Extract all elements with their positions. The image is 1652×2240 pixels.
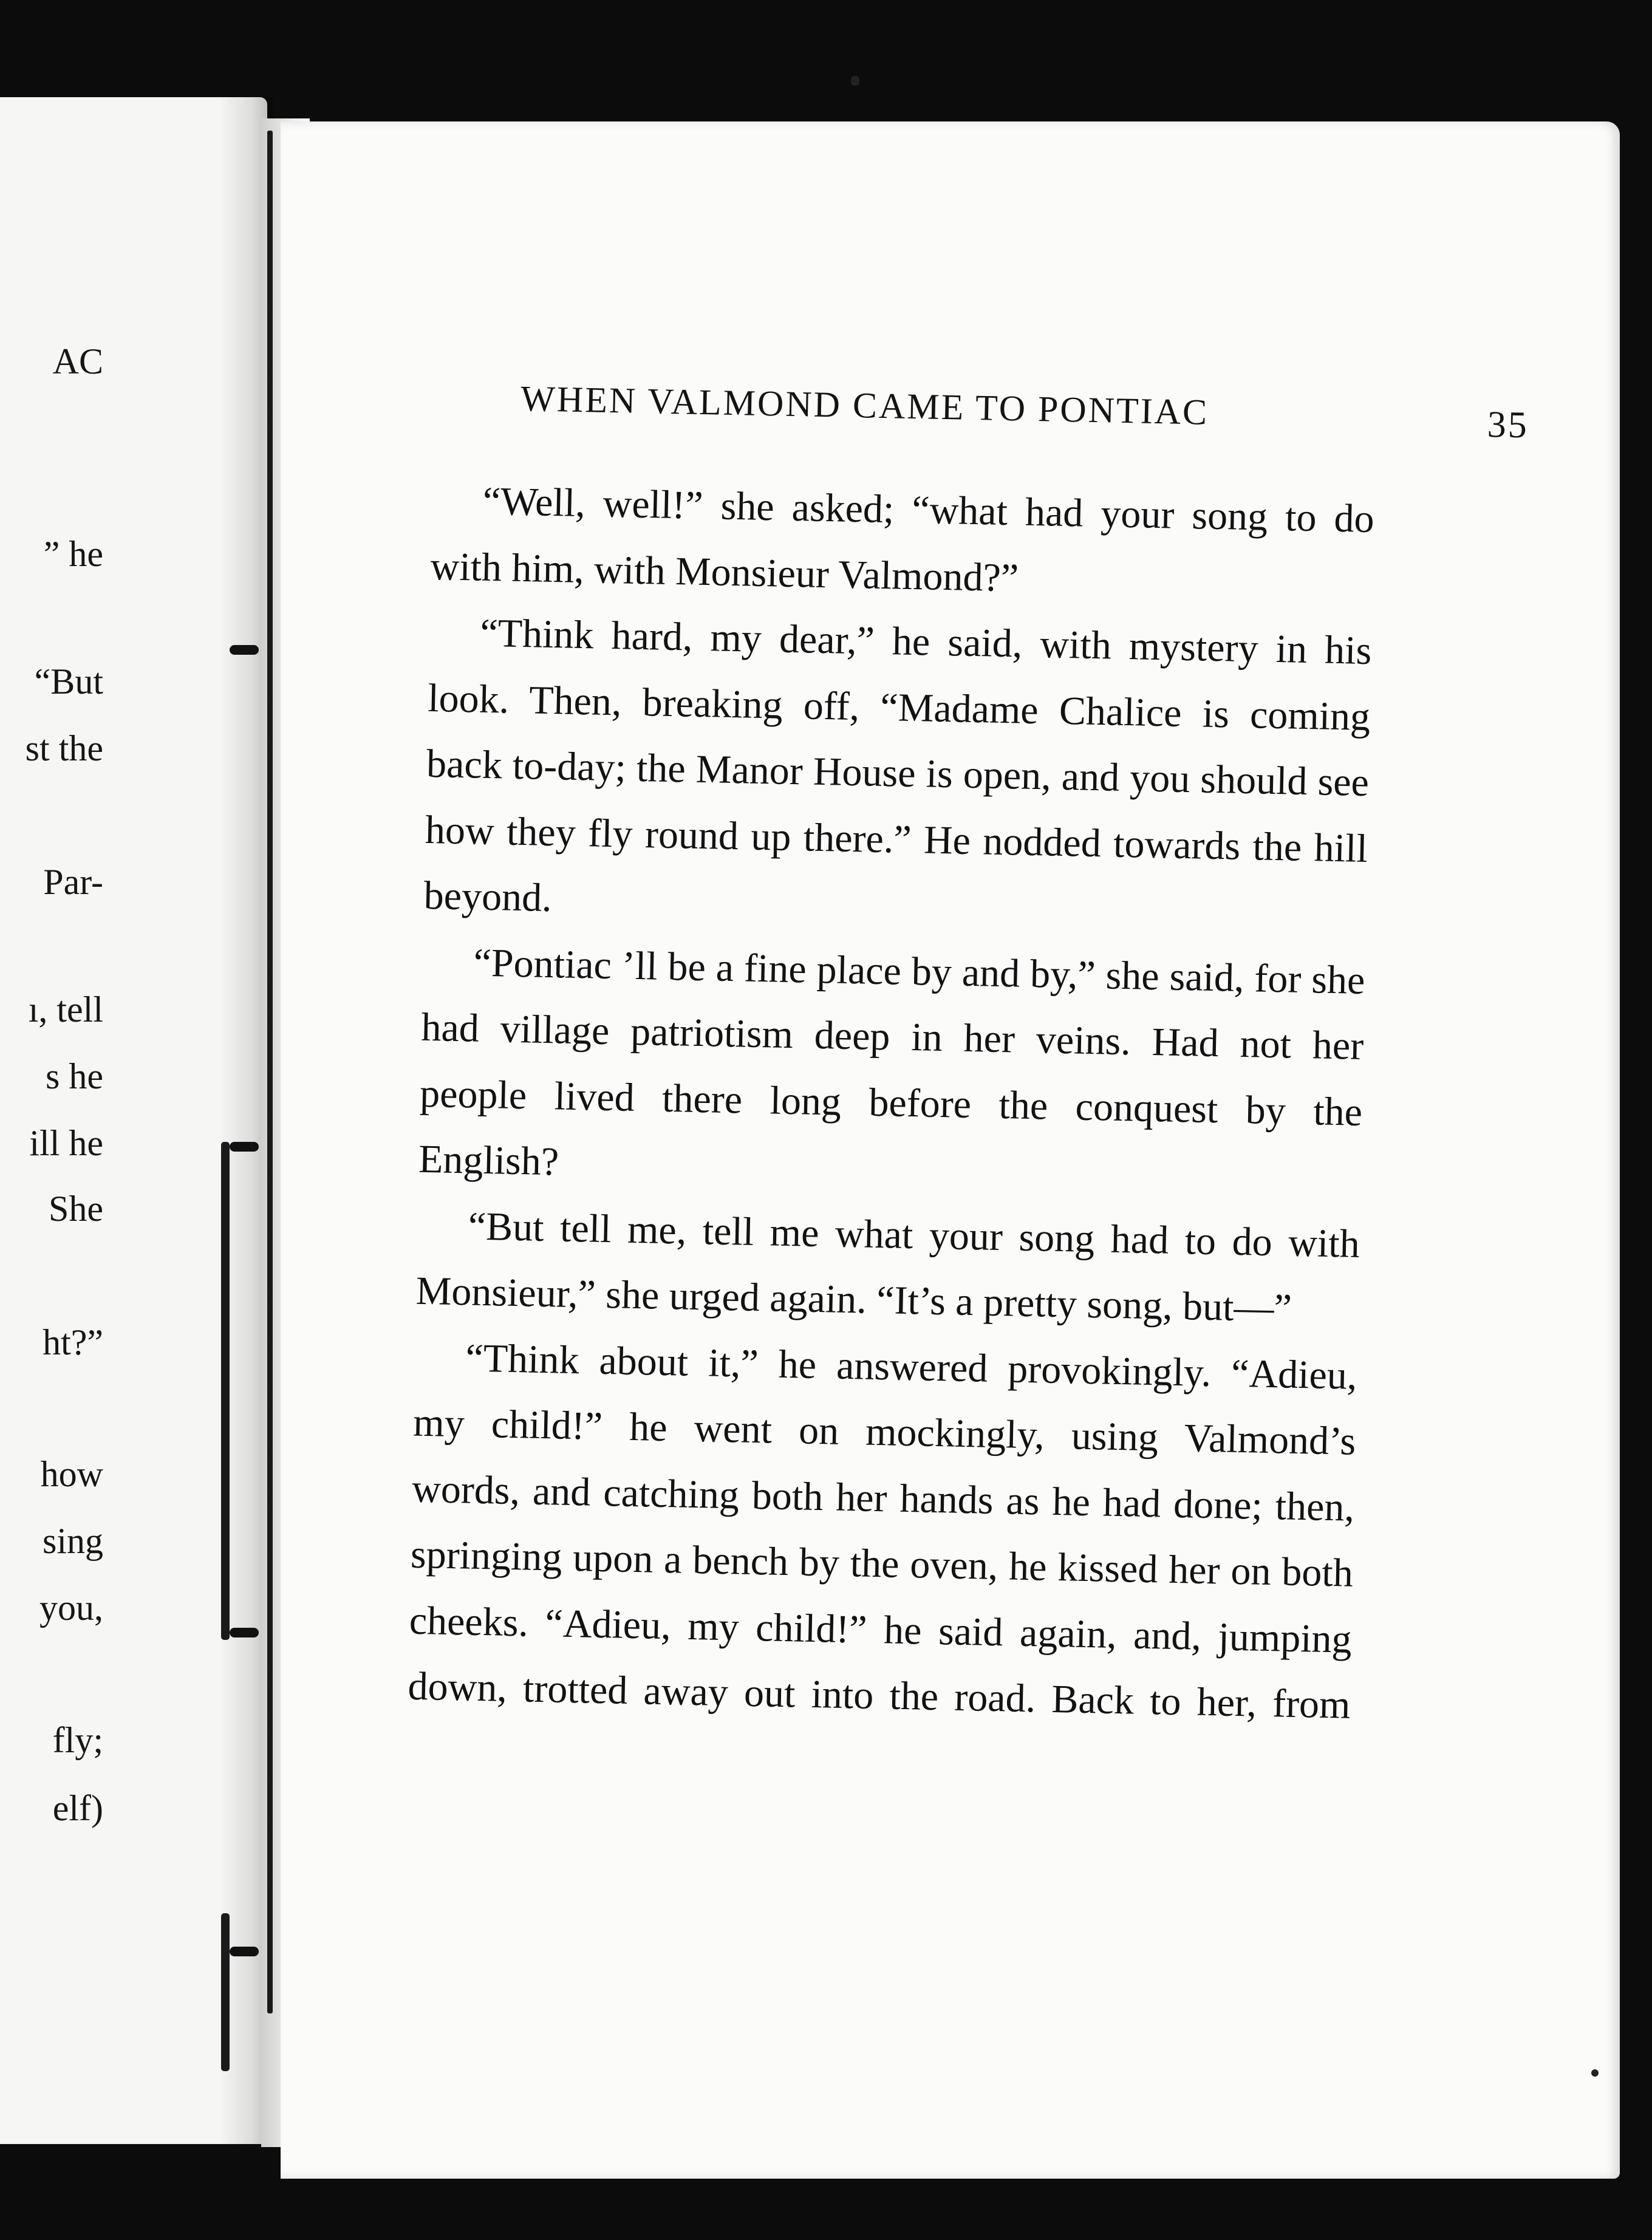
facing-page-fragment: ht?” [43, 1322, 103, 1362]
facing-page-fragment: AC [52, 341, 103, 381]
scan-speck [851, 76, 859, 86]
paragraph: “Think about it,” he answered provokingly. “Adieu, my child!” he went on mockingly, using Valmond’s words, and catching both her hands as he had done; then, springing upon a bench by the oven, he kissed her on both cheeks. “Adieu, my child!” he said again, and, jumping down, trotted away out into the road. Back to her, from [407, 1335, 1358, 1727]
binding-stitch [230, 1947, 259, 1956]
page-number: 35 [1487, 403, 1529, 446]
facing-page-fragment: She [49, 1189, 103, 1229]
facing-page-fragment: s he [46, 1056, 103, 1096]
facing-page-fragment: Par- [43, 862, 103, 902]
binding-stitch [230, 1142, 259, 1152]
binding-shadow [221, 1142, 230, 1640]
facing-page-fragment: elf) [52, 1788, 103, 1828]
binding-edge [267, 131, 273, 2013]
facing-page-fragment: sing [42, 1521, 103, 1561]
binding-stitch [230, 1628, 259, 1637]
facing-page-fragment: how [40, 1454, 103, 1494]
page-body [408, 468, 1375, 1738]
facing-page-fragment: fly; [52, 1720, 103, 1760]
facing-page-fragment: st the [25, 728, 103, 768]
binding-stitch [230, 645, 259, 655]
page-speck [1591, 2069, 1599, 2077]
facing-page-fragment: ı, tell [28, 989, 103, 1030]
paragraph: “Well, well!” she asked; “what had your song to do with him, with Monsieur Valmond?” [430, 479, 1375, 600]
facing-page-fragment: ” he [43, 534, 103, 574]
facing-page-fragment: ill he [29, 1123, 103, 1163]
paragraph: “Think hard, my dear,” he said, with mystery in his look. Then, breaking off, “Madame Chalice is coming back to-day; the Manor House is open, and you should see how they fly round up there.” He nodded towards the hill beyond. [423, 610, 1372, 921]
binding-shadow [221, 1913, 230, 2071]
paragraph: “Pontiac ’ll be a fine place by and by,” she said, for she had village patriotism deep in her veins. Had not her people lived there long before the conquest by the English? [418, 940, 1366, 1184]
running-head-title: WHEN VALMOND CAME TO PONTIAC [520, 378, 1209, 432]
facing-page-fragment: you, [39, 1588, 103, 1628]
facing-page-fragment: “But [34, 661, 103, 702]
paragraph: “But tell me, tell me what your song had to do with Monsieur,” she urged again. “It’s a pretty song, but—” [415, 1203, 1360, 1331]
